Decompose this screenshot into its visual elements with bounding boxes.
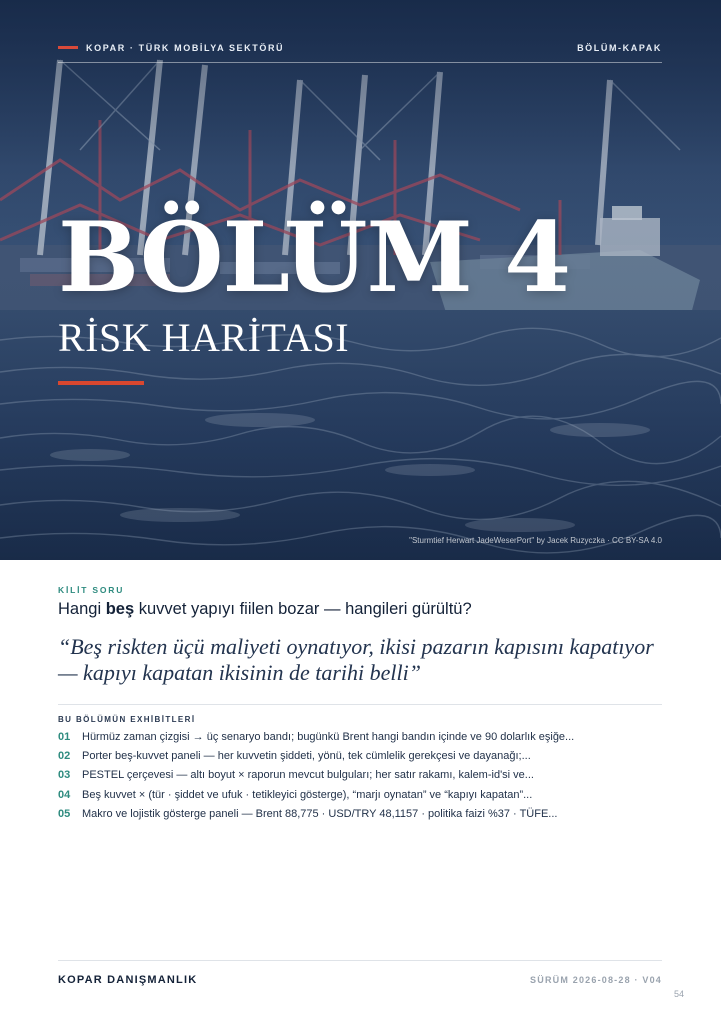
pull-quote: “Beş riskten üçü maliyeti oynatıyor, ikisi pazarın kapısını kapatıyor — kapıyı kapatan ikisinin de tarihi belli” <box>58 634 654 685</box>
page-number: 54 <box>673 989 684 999</box>
hero-header-bar <box>58 42 662 63</box>
exhibit-item[interactable] <box>58 789 662 808</box>
section-tag: BÖLÜM-KAPAK <box>577 43 662 53</box>
exhibit-item[interactable] <box>58 750 662 769</box>
exhibit-item[interactable] <box>58 731 662 750</box>
exhibit-number: 02 <box>58 750 71 763</box>
brand-label: KOPAR · TÜRK MOBİLYA SEKTÖRÜ <box>86 43 285 53</box>
exhibit-description: Hürmüz zaman çizgisi → üç senaryo bandı; bugünkü Brent hangi bandın içinde ve 90 dolarlık eşiğe... <box>82 731 575 743</box>
exhibit-number: 04 <box>58 788 71 801</box>
exhibit-description: Beş kuvvet × (tür · şiddet ve ufuk · tetikleyici gösterge), “marjı oynatan” ve “kapıyı kapatan”... <box>82 788 533 801</box>
key-question-bold: beş <box>105 600 135 618</box>
exhibits-label: BU BÖLÜMÜN EXHİBİTLERİ <box>58 715 196 724</box>
version-label: SÜRÜM 2026-08-28 · V04 <box>530 975 662 985</box>
exhibit-description: PESTEL çerçevesi — altı boyut × raporun mevcut bulguları; her satır rakamı, kalem-id'si ve... <box>82 769 534 782</box>
footer-divider <box>58 960 662 961</box>
chapter-title: BÖLÜM 4 <box>58 201 570 314</box>
exhibit-number: 03 <box>58 769 71 782</box>
footer-brand: KOPAR DANIŞMANLIK <box>58 974 198 986</box>
exhibit-description: Porter beş-kuvvet paneli — her kuvvetin şiddeti, yönü, tek cümlelik gerekçesi ve dayanağı;... <box>82 750 531 763</box>
title-underline <box>58 381 144 385</box>
exhibit-number: 05 <box>58 807 71 820</box>
photo-credit: "Sturmtief Herwart JadeWeserPort" by Jacek Ruzyczka · CC BY-SA 4.0 <box>409 536 662 545</box>
brand-accent-mark <box>58 46 78 49</box>
exhibit-number: 01 <box>58 731 71 743</box>
section-divider <box>58 704 662 705</box>
exhibit-description: Makro ve lojistik gösterge paneli — Brent 88,775 · USD/TRY 48,1157 · politika faizi %37 · TÜFE... <box>82 807 558 820</box>
chapter-subtitle: RİSK HARİTASI <box>58 315 350 360</box>
exhibit-item[interactable] <box>58 808 662 827</box>
exhibit-item[interactable] <box>58 769 662 788</box>
exhibit-list <box>58 731 662 827</box>
key-question <box>58 600 472 619</box>
key-question-post: kuvvet yapıyı fiilen bozar — hangileri gürültü? <box>134 600 472 618</box>
key-question-pre: Hangi <box>58 600 106 618</box>
key-question-label: KİLİT SORU <box>58 585 125 595</box>
